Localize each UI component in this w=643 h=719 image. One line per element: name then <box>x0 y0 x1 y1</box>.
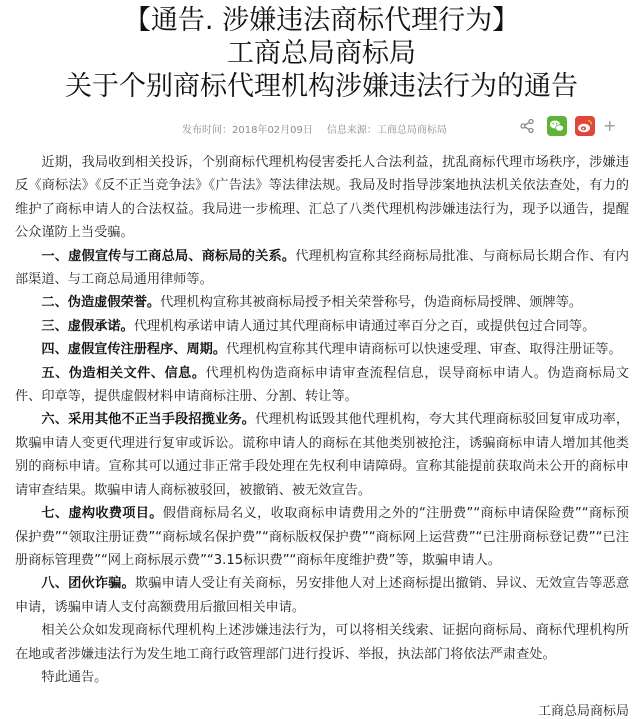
item-heading: 八、团伙诈骗。 <box>41 576 135 592</box>
meta-info <box>182 121 447 136</box>
item-heading: 三、虚假承诺。 <box>41 318 134 334</box>
item-text: 代理机构宣称其代理申请商标可以快速受理、审查、取得注册证等。 <box>226 342 622 358</box>
source-value: 工商总局商标局 <box>376 125 447 136</box>
meta-row <box>0 109 643 143</box>
closing-paragraph: 相关公众如发现商标代理机构上述涉嫌违法行为，可以将相关线索、证据向商标局、商标代理机构所在地或者涉嫌违法行为发生地工商行政管理部门进行投诉、举报，执法部门将依法严肃查处。 <box>15 623 629 662</box>
share-icon[interactable] <box>519 116 539 136</box>
notice-paragraph: 特此通告。 <box>41 669 108 685</box>
item-heading: 二、伪造虚假荣誉。 <box>41 295 161 311</box>
item-paragraph-5 <box>15 362 629 409</box>
item-heading: 四、虚假宣传注册程序、周期。 <box>41 342 227 358</box>
item-heading: 一、虚假宣传与工商总局、商标局的关系。 <box>41 248 296 264</box>
item-heading: 五、伪造相关文件、信息。 <box>41 365 206 381</box>
title-line-3: 关于个别商标代理机构涉嫌违法行为的通告 <box>65 71 578 102</box>
source-label: 信息来源： <box>326 125 377 136</box>
item-text: 欺骗申请人受让有关商标，另安排他人对上述商标提出撤销、异议、无效宣告等恶意申请，诱骗申请人支付高额费用后撤回相关申请。 <box>15 576 630 615</box>
item-paragraph-8 <box>15 572 629 619</box>
title-block <box>0 0 643 103</box>
item-paragraph-4 <box>15 338 629 361</box>
item-paragraph-3 <box>15 315 629 338</box>
item-heading: 七、虚构收费项目。 <box>41 506 163 522</box>
item-heading: 六、采用其他不正当手段招揽业务。 <box>41 412 256 428</box>
weibo-icon[interactable] <box>575 116 595 136</box>
more-share-icon[interactable]: + <box>603 116 617 135</box>
item-paragraph-2 <box>15 291 629 314</box>
share-toolbar <box>519 115 616 137</box>
item-paragraph-6 <box>15 408 629 502</box>
item-text: 代理机构宣称其被商标局授予相关荣誉称号，伪造商标局授牌、颁牌等。 <box>160 295 583 311</box>
publish-date: 2018年02月09日 <box>232 125 313 136</box>
article-body <box>0 151 643 689</box>
title-line-2: 工商总局商标局 <box>227 38 416 69</box>
intro-paragraph: 近期，我局收到相关投诉，个别商标代理机构侵害委托人合法利益，扰乱商标代理市场秩序，涉嫌违反《商标法》《反不正当竞争法》《广告法》等法律法规。我局及时指导涉案地执法机关依法查处，有力的维护了商标申请人的合法权益。我局进一步梳理、汇总了八类代理机构涉嫌违法行为，现予以通告，提醒公众谨防上当受骗。 <box>15 155 629 241</box>
signature: 工商总局商标局 <box>537 704 629 719</box>
title-line-1: 【通告. 涉嫌违法商标代理行为】 <box>123 5 520 36</box>
wechat-icon[interactable] <box>547 116 567 136</box>
item-paragraph-1 <box>15 245 629 292</box>
item-text: 代理机构伪造商标申请审查流程信息，误导商标申请人。伪造商标局文件、印章等，提供虚假材料申请商标注册、分割、转让等。 <box>15 365 630 405</box>
item-paragraph-7 <box>15 502 629 572</box>
item-text: 假借商标局名义，收取商标申请费用之外的“注册费”“商标申请保险费”“商标预保护费”“领取注册证费”“商标域名保护费”“商标版权保护费”“商标网上运营费”“已注册商标登记费”“已注册商标管理费”“网上商标展示费”“3.15标识费”“商标年度维护费”等，欺骗申请人。 <box>15 506 629 568</box>
item-text: 代理机构宣称其经商标局批准、与商标局长期合作、有内部渠道、与工商总局通用律师等。 <box>15 248 629 288</box>
publish-label: 发布时间： <box>182 125 232 136</box>
item-text: 代理机构诋毁其他代理机构，夸大其代理商标驳回复审成功率，欺骗申请人变更代理进行复审或诉讼。谎称申请人的商标在其他类别被抢注，诱骗商标申请人增加其他类别的商标申请。宣称其可以通过非正常手段处理在先权利申请障碍。宣称其能提前获取尚未公开的商标申请审查结果。欺骗申请人商标被驳回，被撤销、被无效宣告。 <box>15 412 630 498</box>
item-text: 代理机构承诺申请人通过其代理商标申请通过率百分之百，或提供包过合同等。 <box>133 318 596 334</box>
